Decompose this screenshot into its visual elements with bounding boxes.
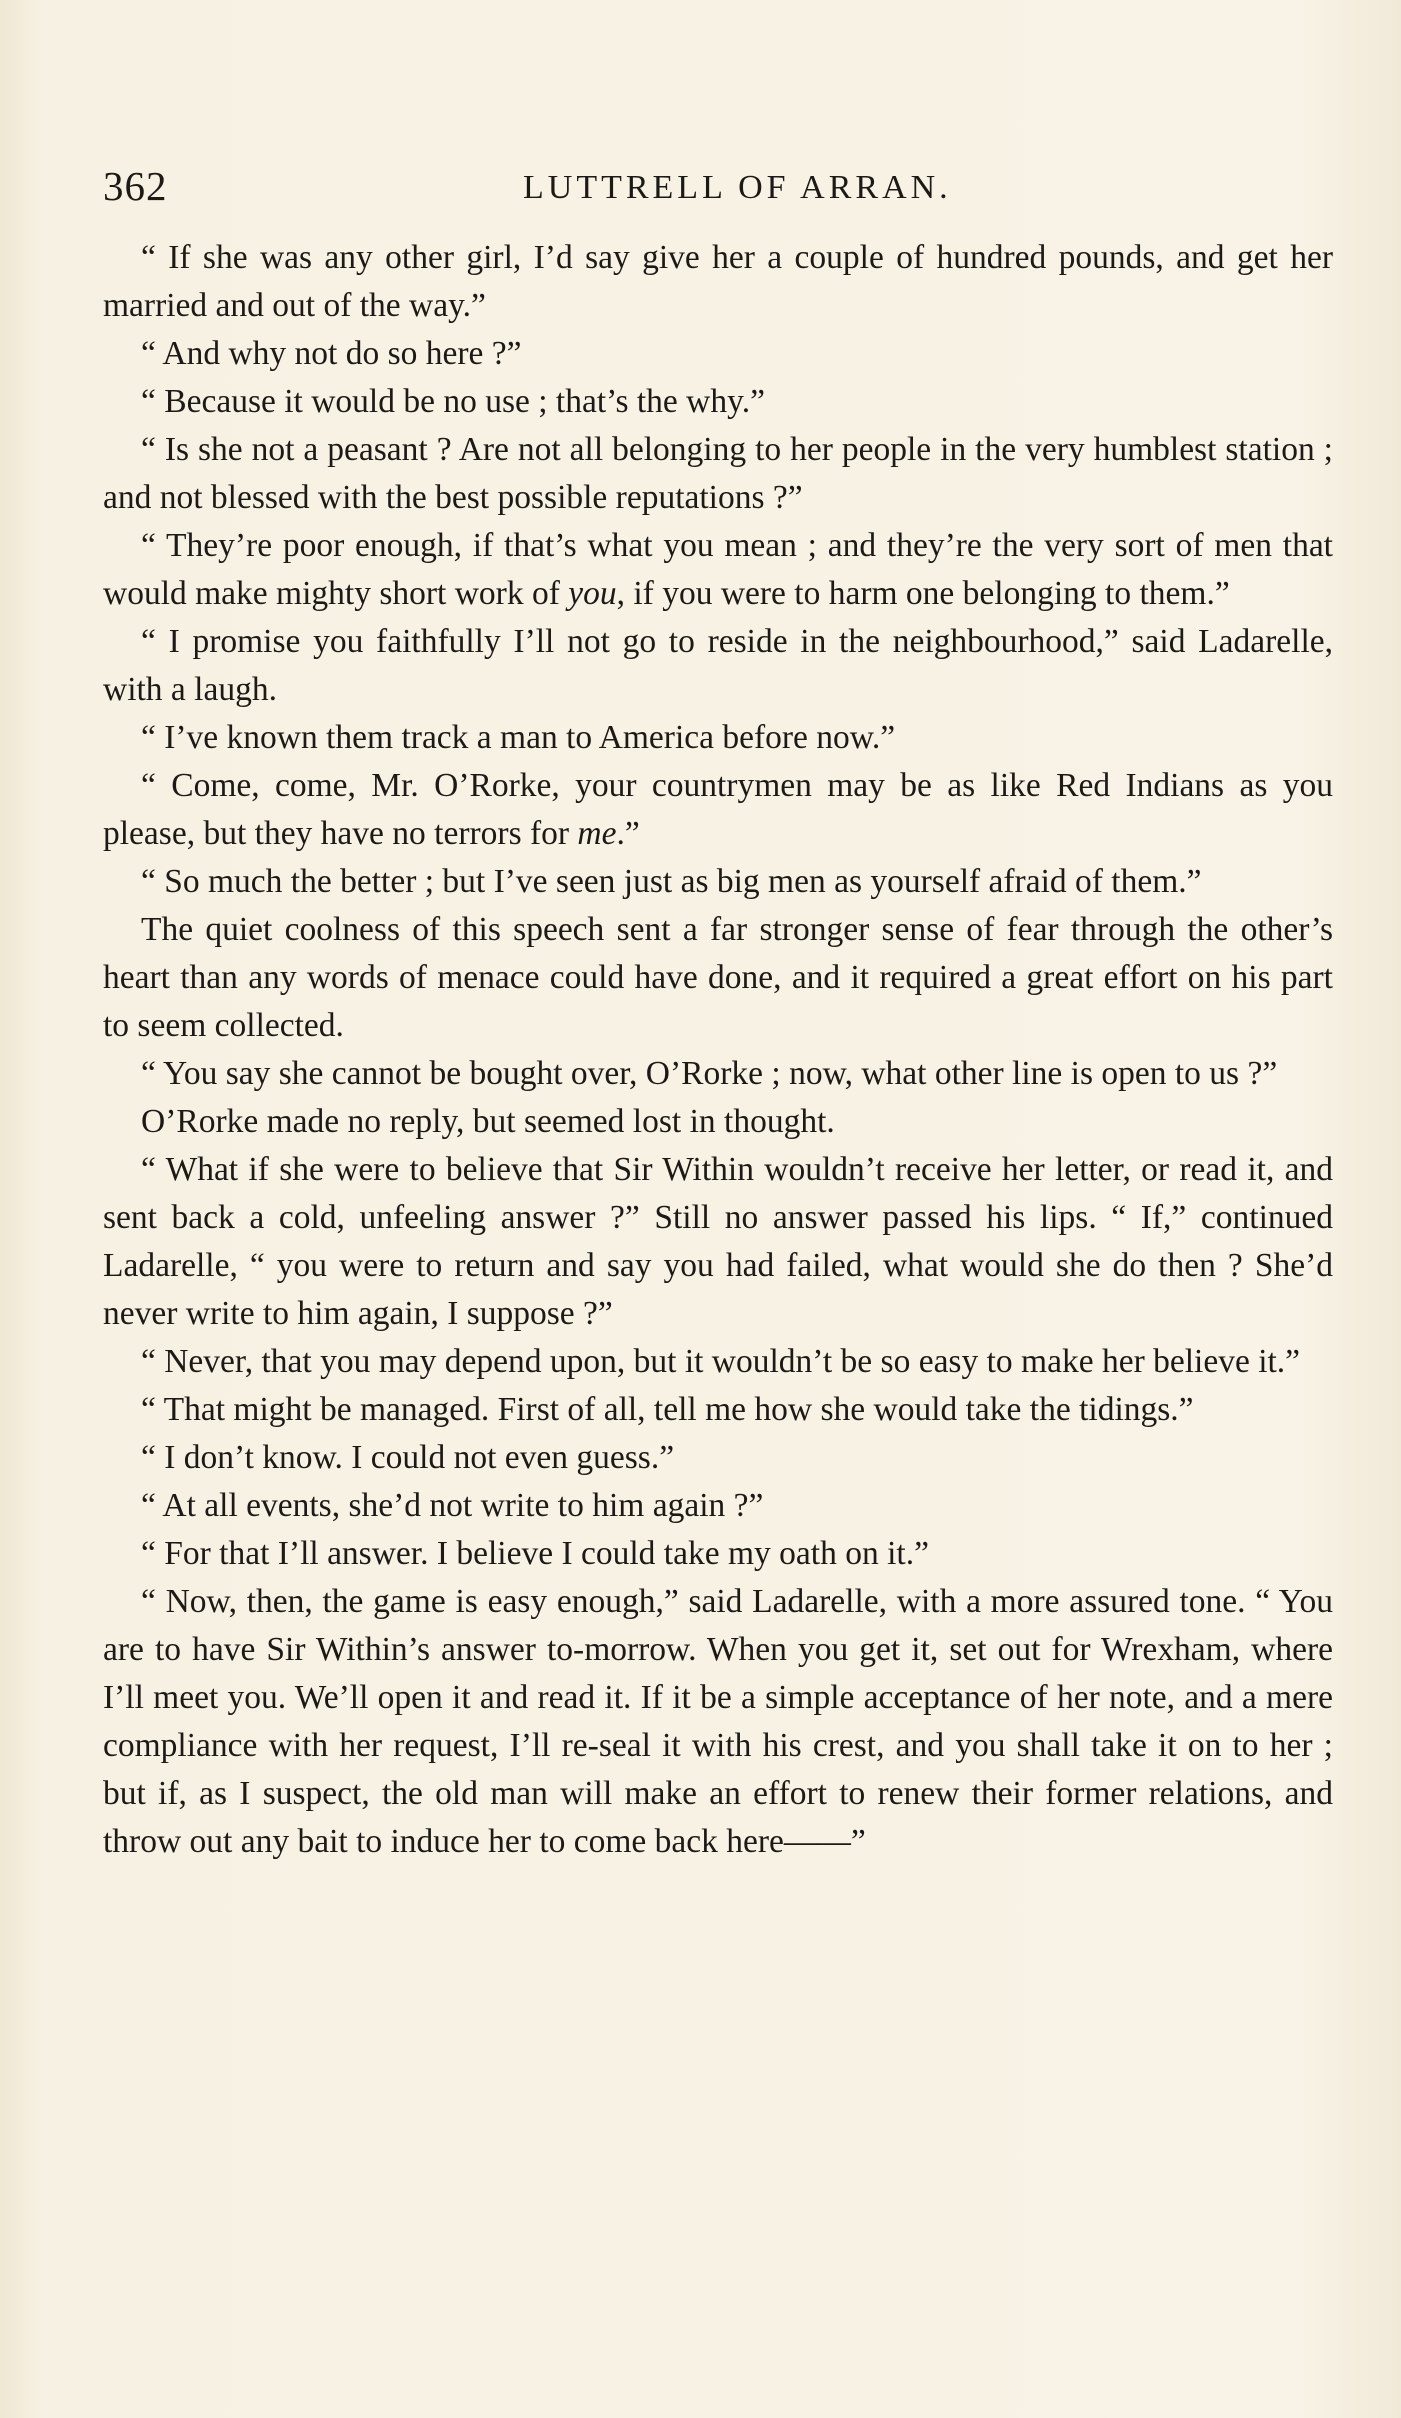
paragraph: “ That might be managed. First of all, tell me how she would take the tidings.” (141, 1391, 1194, 1428)
paragraph: “ You say she cannot be bought over, O’Rorke ; now, what other line is open to us ?” (141, 1055, 1278, 1092)
emphasized-word: me (577, 815, 617, 852)
paragraph: “ Now, then, the game is easy enough,” said Ladarelle, with a more assured tone. “ You are to have Sir Within’s answer to-morrow. When you get it, set out for Wrexham, where I’ll meet you. We’ll open it and read it. If it be a simple acceptance of her note, and a mere compliance with her request, I’ll re-seal it with his crest, and you shall take it on to her ; but if, as I suspect, the old man will make an effort to renew their former relations, and throw out any bait to induce her to come back here——” (103, 1583, 1333, 1860)
paragraph: “ Never, that you may depend upon, but it wouldn’t be so easy to make her believe it.” (141, 1343, 1301, 1380)
paragraph: “ Is she not a peasant ? Are not all belonging to her people in the very humblest station ; and not blessed with the best possible reputations ?” (103, 431, 1333, 516)
paragraph: “ What if she were to believe that Sir Within wouldn’t receive her letter, or read it, and sent back a cold, unfeeling answer ?” Still no answer passed his lips. “ If,” continued Ladarelle, “ you were to return and say you had failed, what would she do then ? She’d never write to him again, I suppose ?” (103, 1151, 1333, 1332)
paragraph (103, 522, 1333, 618)
paragraph: “ I promise you faithfully I’ll not go to reside in the neighbourhood,” said Ladarelle, with a laugh. (103, 623, 1333, 708)
paragraph: “ I’ve known them track a man to America before now.” (141, 719, 896, 756)
paragraph: “ For that I’ll answer. I believe I could take my oath on it.” (141, 1535, 929, 1572)
paragraph: “ I don’t know. I could not even guess.” (141, 1439, 675, 1476)
emphasized-word: you (568, 575, 617, 612)
paragraph-text: , if you were to harm one belonging to them.” (616, 575, 1230, 612)
body-text (103, 234, 1333, 1866)
running-title: LUTTRELL OF ARRAN. (523, 169, 952, 206)
paragraph: “ And why not do so here ?” (141, 335, 522, 372)
page-number: 362 (103, 163, 168, 209)
page-header (103, 158, 1333, 214)
paragraph: “ So much the better ; but I’ve seen just as big men as yourself afraid of them.” (141, 863, 1202, 900)
paragraph (103, 762, 1333, 858)
paragraph: O’Rorke made no reply, but seemed lost in thought. (141, 1103, 835, 1140)
paragraph-text: “ Come, come, Mr. O’Rorke, your countrymen may be as like Red Indians as you please, but they have no terrors for (103, 767, 1333, 852)
paragraph: The quiet coolness of this speech sent a far stronger sense of fear through the other’s heart than any words of menace could have done, and it required a great effort on his part to seem collected. (103, 911, 1333, 1044)
paragraph: “ If she was any other girl, I’d say give her a couple of hundred pounds, and get her married and out of the way.” (103, 239, 1333, 324)
paragraph: “ Because it would be no use ; that’s the why.” (141, 383, 765, 420)
paragraph: “ At all events, she’d not write to him again ?” (141, 1487, 764, 1524)
paragraph-text: .” (616, 815, 640, 852)
paragraph-text: “ They’re poor enough, if that’s what you mean ; and they’re the very sort of men that would make mighty short work of (103, 527, 1333, 612)
